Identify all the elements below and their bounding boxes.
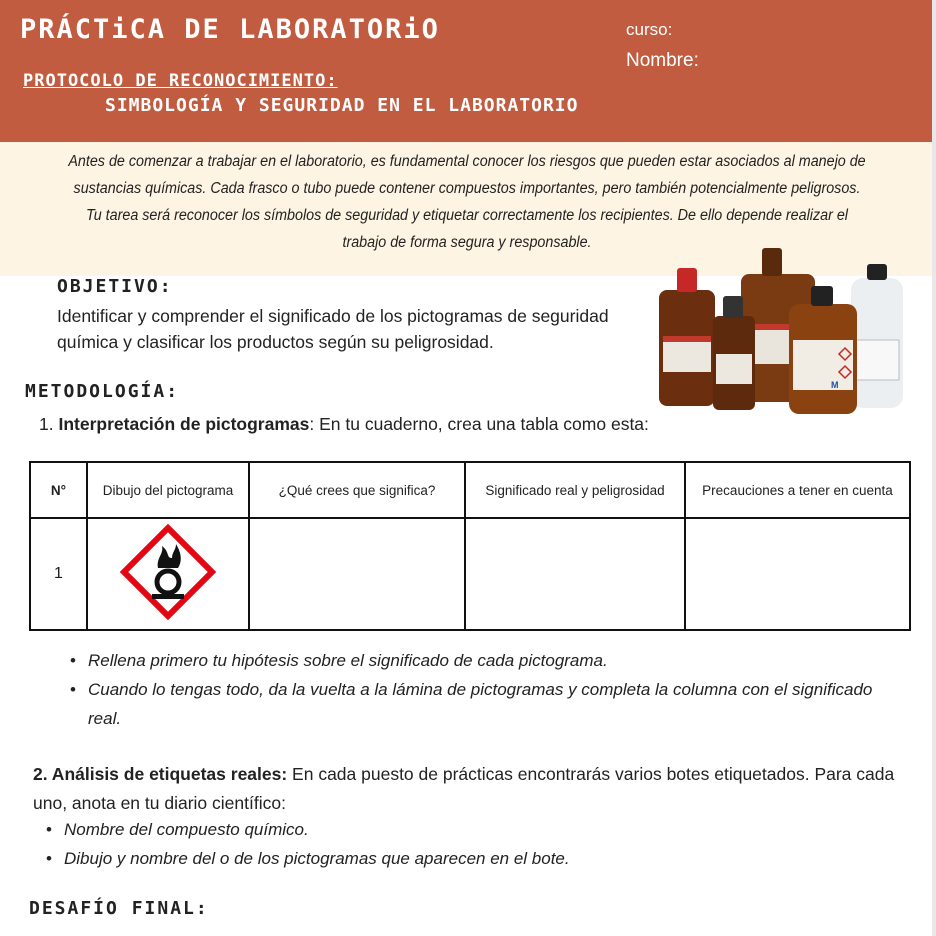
intro-text: Antes de comenzar a trabajar en el laboratorio, es fundamental conocer los riesgos que pueden estar asociados al manejo de sustancias químicas. Cada frasco o tubo puede contener compuestos importantes, pero también potencialmente peligrosos. Tu tarea será reconocer los símbolos de seguridad y etiquetar correctamente los recipientes. De ello depende realizar el trabajo de forma segura y responsable. — [68, 153, 866, 251]
list-item: • Rellena primero tu hipótesis sobre el significado de cada pictograma. — [70, 646, 890, 675]
table-header-drawing: Dibujo del pictograma — [87, 462, 249, 518]
chemical-bottles-image — [655, 244, 913, 416]
row-meaning-cell[interactable] — [465, 518, 685, 630]
list-item: • Nombre del compuesto químico. — [46, 815, 866, 844]
row-pictogram-cell — [87, 518, 249, 630]
objetivo-text: Identificar y comprender el significado de los pictogramas de seguridad química y clasificar los productos según su peligrosidad. — [57, 306, 609, 352]
oxidizing-flame-over-circle-icon — [120, 524, 216, 620]
svg-text:M: M — [831, 380, 839, 390]
table-header-number: N° — [30, 462, 87, 518]
row-guess-cell[interactable] — [249, 518, 465, 630]
list-item: • Cuando lo tengas todo, da la vuelta a la lámina de pictogramas y completa la columna con el significado real. — [70, 675, 890, 733]
page-title: PRÁCTiCA DE LABORATORiO — [20, 14, 440, 45]
objetivo-heading: OBJETIVO: — [57, 276, 173, 297]
step2-text — [33, 760, 913, 818]
table-header-guess: ¿Qué crees que significa? — [249, 462, 465, 518]
step1-bold: Interpretación de pictogramas — [58, 414, 310, 434]
row-number: 1 — [30, 518, 87, 630]
step1-number: 1. — [39, 414, 54, 434]
list-item: • Dibujo y nombre del o de los pictogramas que aparecen en el bote. — [46, 844, 866, 873]
table-header-precautions: Precauciones a tener en cuenta — [685, 462, 910, 518]
page-edge — [932, 0, 936, 936]
header-banner — [0, 0, 932, 142]
pictogram-table — [29, 461, 911, 631]
step2-bold: 2. Análisis de etiquetas reales: — [33, 764, 288, 784]
desafio-heading: DESAFÍO FINAL: — [29, 898, 209, 919]
curso-label: curso: — [626, 20, 673, 39]
nombre-label: Nombre: — [626, 50, 699, 71]
step1-rest: : En tu cuaderno, crea una tabla como esta: — [309, 414, 649, 434]
table-header-row — [30, 462, 910, 518]
row-precautions-cell[interactable] — [685, 518, 910, 630]
table-row — [30, 518, 910, 630]
table-header-meaning: Significado real y peligrosidad — [465, 462, 685, 518]
metodologia-heading: METODOLOGÍA: — [25, 381, 180, 402]
step1-text — [39, 414, 649, 435]
subtitle-protocol: PROTOCOLO DE RECONOCIMIENTO: — [23, 71, 338, 91]
subtitle-topic: SIMBOLOGÍA Y SEGURIDAD EN EL LABORATORIO — [105, 95, 579, 116]
step2-rest: En cada puesto de prácticas encontrarás varios botes etiquetados. Para cada uno, anota en tu diario científico: — [33, 764, 895, 813]
bullets-step1 — [70, 646, 890, 733]
bullets-step2 — [46, 815, 866, 873]
